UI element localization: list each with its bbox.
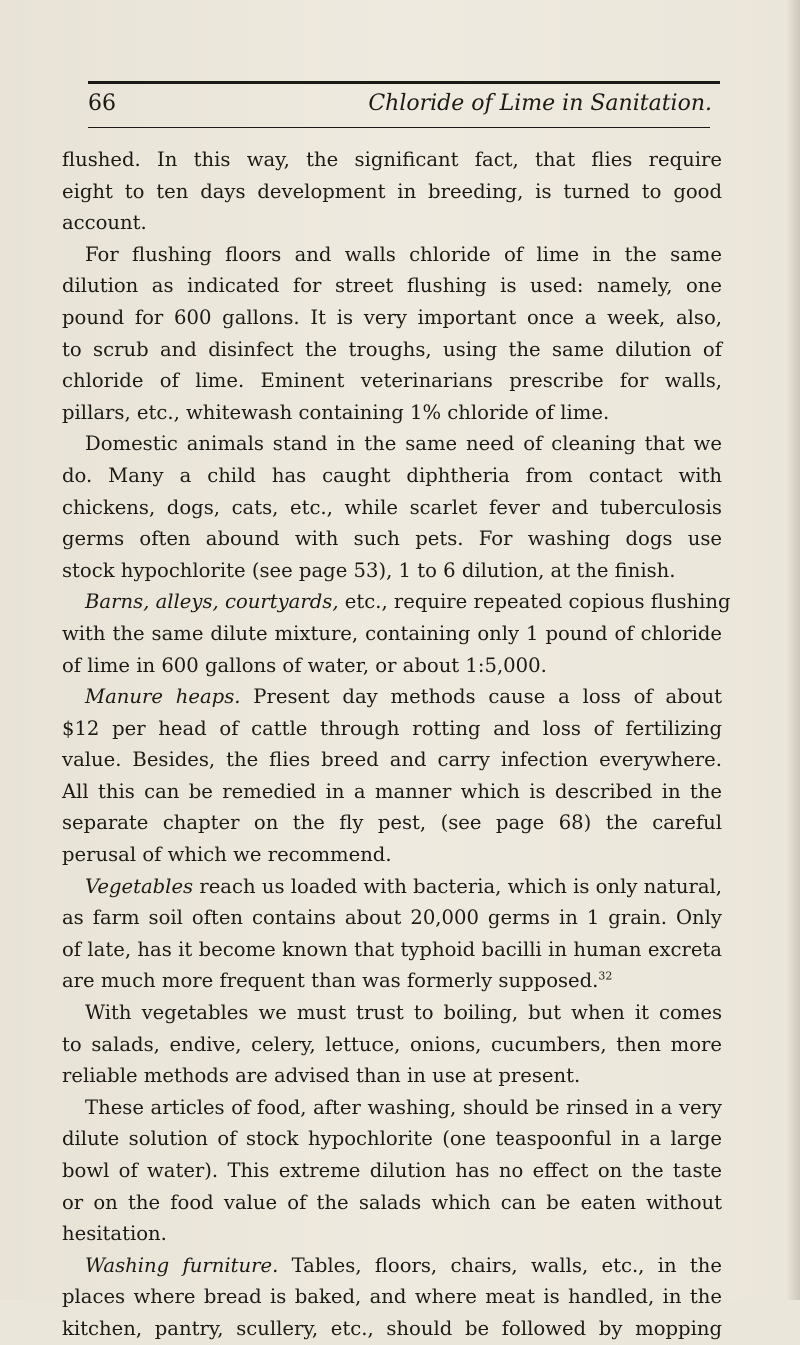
italic-lead: Barns, alleys, courtyards, xyxy=(85,590,339,614)
page-number: 66 xyxy=(88,91,116,116)
text-line xyxy=(62,965,722,997)
text-line: pound for 600 gallons. It is very important once a week, also, xyxy=(62,305,722,329)
text-line: bowl of water). This extreme dilution has no effect on the taste xyxy=(62,1159,722,1182)
italic-lead: Vegetables xyxy=(85,874,194,898)
text-line: All this can be remedied in a manner which is described in the xyxy=(62,779,722,803)
header-rule-bottom xyxy=(88,127,710,128)
text-line xyxy=(62,871,722,903)
text-line: of lime in 600 gallons of water, or about 1:5,000. xyxy=(62,653,547,677)
text-line: account. xyxy=(62,211,147,235)
text-line: These articles of food, after washing, should be rinsed in a very xyxy=(85,1095,722,1119)
italic-lead: Manure heaps. xyxy=(85,685,241,709)
text-line: as farm soil often contains about 20,000 germs in 1 grain. Only xyxy=(62,906,722,930)
text-line: $12 per head of cattle through rotting and loss of fertilizing xyxy=(62,716,722,740)
text-line: eight to ten days development in breeding, is turned to good xyxy=(62,179,722,203)
text-line: to scrub and disinfect the troughs, using the same dilution of xyxy=(62,337,722,361)
text-line: kitchen, pantry, scullery, etc., should be followed by mopping xyxy=(62,1316,722,1340)
running-title: Chloride of Lime in Sanitation. xyxy=(368,91,712,116)
text-line: chloride of lime. Eminent veterinarians prescribe for walls, xyxy=(62,369,722,393)
italic-lead: Washing furniture. xyxy=(85,1253,279,1277)
text-line: places where bread is baked, and where meat is handled, in the xyxy=(62,1285,722,1309)
text-line: do. Many a child has caught diphtheria from contact with xyxy=(62,463,722,487)
text-line: germs often abound with such pets. For washing dogs use xyxy=(62,527,722,551)
text-line: chickens, dogs, cats, etc., while scarlet fever and tuberculosis xyxy=(62,495,722,519)
text-line: to salads, endive, celery, lettuce, onions, cucumbers, then more xyxy=(62,1032,722,1056)
text-line: reliable methods are advised than in use at present. xyxy=(62,1064,581,1088)
text-line: perusal of which we recommend. xyxy=(62,843,392,867)
text-line: with the same dilute mixture, containing only 1 pound of chloride xyxy=(62,621,722,645)
text-line: stock hypochlorite (see page 53), 1 to 6 dilution, at the finish. xyxy=(62,558,676,582)
footnote-ref: 32 xyxy=(598,969,613,983)
text-line: flushed. In this way, the significant fact, that flies require xyxy=(62,148,722,171)
text-line: dilution as indicated for street flushing is used: namely, one xyxy=(62,274,722,298)
text-line: separate chapter on the fly pest, (see page 68) the careful xyxy=(62,811,722,835)
line-remainder: etc., require repeated copious flushing xyxy=(338,590,731,614)
text-line xyxy=(62,681,722,713)
text-line: With vegetables we must trust to boiling, but when it comes xyxy=(85,1001,722,1025)
text-line: Domestic animals stand in the same need of cleaning that we xyxy=(85,432,722,456)
text-line: hesitation. xyxy=(62,1222,167,1246)
text-line: of late, has it become known that typhoid bacilli in human excreta xyxy=(62,937,722,961)
text-line: value. Besides, the flies breed and carry infection everywhere. xyxy=(62,748,722,772)
line-remainder: reach us loaded with bacteria, which is only natural, xyxy=(193,874,722,898)
body-text xyxy=(62,144,731,1345)
header-rule-top xyxy=(88,81,720,84)
text-line xyxy=(62,586,731,618)
text-line: pillars, etc., whitewash containing 1% chloride of lime. xyxy=(62,400,610,424)
line-text: are much more frequent than was formerly supposed. xyxy=(62,969,599,993)
text-line: or on the food value of the salads which can be eaten without xyxy=(62,1190,722,1214)
line-remainder: Present day methods cause a loss of about xyxy=(240,685,722,709)
page-edge-shadow xyxy=(786,0,800,1300)
line-remainder: Tables, floors, chairs, walls, etc., in the xyxy=(278,1253,722,1277)
text-line: For flushing floors and walls chloride of lime in the same xyxy=(85,242,722,266)
text-line: dilute solution of stock hypochlorite (one teaspoonful in a large xyxy=(62,1127,722,1151)
text-line xyxy=(62,1250,722,1282)
